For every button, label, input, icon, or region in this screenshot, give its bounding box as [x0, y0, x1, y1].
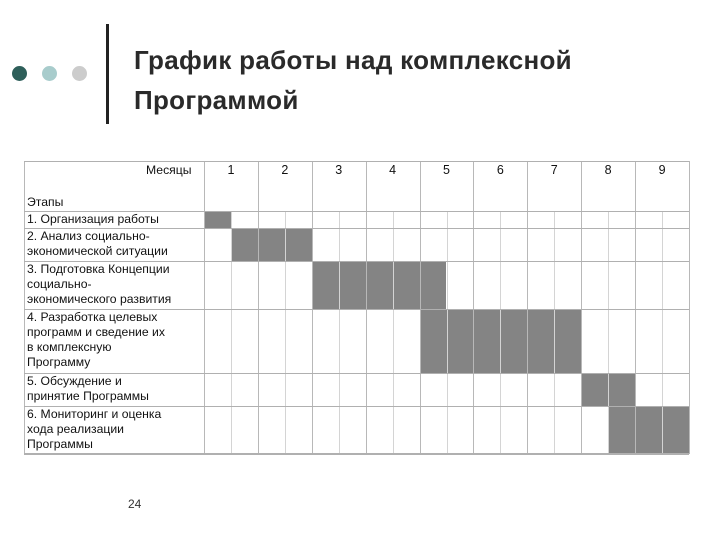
grid-vline [500, 211, 501, 454]
month-label: 1 [227, 163, 235, 177]
gantt-bar [231, 228, 312, 261]
month-label: 9 [658, 163, 666, 177]
month-label: 7 [550, 163, 558, 177]
gantt-bar [204, 211, 231, 228]
stages-header: Этапы [27, 195, 64, 209]
grid-vline [662, 211, 663, 454]
grid-vline [447, 211, 448, 454]
gantt-chart [24, 161, 689, 454]
grid-hline [24, 453, 689, 454]
month-label: 6 [496, 163, 504, 177]
stage-label: 2. Анализ социально- экономической ситуации [27, 229, 168, 258]
gantt-bar [608, 406, 689, 454]
grid-vline [24, 161, 25, 454]
grid-hline [24, 454, 689, 455]
grid-vline [420, 161, 421, 454]
months-header: Месяцы [146, 163, 192, 177]
stage-label: 5. Обсуждение и принятие Программы [27, 374, 149, 403]
grid-vline [339, 211, 340, 454]
gantt-bar [312, 261, 447, 309]
stage-label: 1. Организация работы [27, 212, 159, 226]
title-divider [106, 24, 109, 124]
stage-label: 3. Подготовка Концепции социально- экономического развития [27, 262, 172, 306]
month-label: 4 [389, 163, 397, 177]
grid-vline [285, 211, 286, 454]
slide-title: График работы над комплексной Программой [134, 45, 572, 115]
month-label: 8 [604, 163, 612, 177]
stage-label: 6. Мониторинг и оценка хода реализации Программы [27, 407, 162, 451]
page-number: 24 [128, 497, 142, 511]
stage-label: 4. Разработка целевых программ и сведение их в комплексную Программу [27, 310, 165, 369]
month-label: 3 [335, 163, 343, 177]
grid-vline [312, 161, 313, 454]
grid-vline [231, 211, 232, 454]
grid-vline [393, 211, 394, 454]
grid-hline [24, 161, 689, 162]
grid-vline [689, 161, 690, 454]
grid-vline [554, 211, 555, 454]
decor-dot-3 [72, 66, 87, 81]
grid-vline [635, 161, 636, 454]
month-label: 2 [281, 163, 289, 177]
grid-vline [581, 161, 582, 454]
grid-vline [258, 161, 259, 454]
grid-vline [473, 161, 474, 454]
grid-vline [527, 161, 528, 454]
decor-dot-2 [42, 66, 57, 81]
grid-vline [204, 161, 205, 454]
month-label: 5 [443, 163, 450, 177]
grid-vline [608, 211, 609, 454]
grid-vline [366, 161, 367, 454]
decor-dot-1 [12, 66, 27, 81]
